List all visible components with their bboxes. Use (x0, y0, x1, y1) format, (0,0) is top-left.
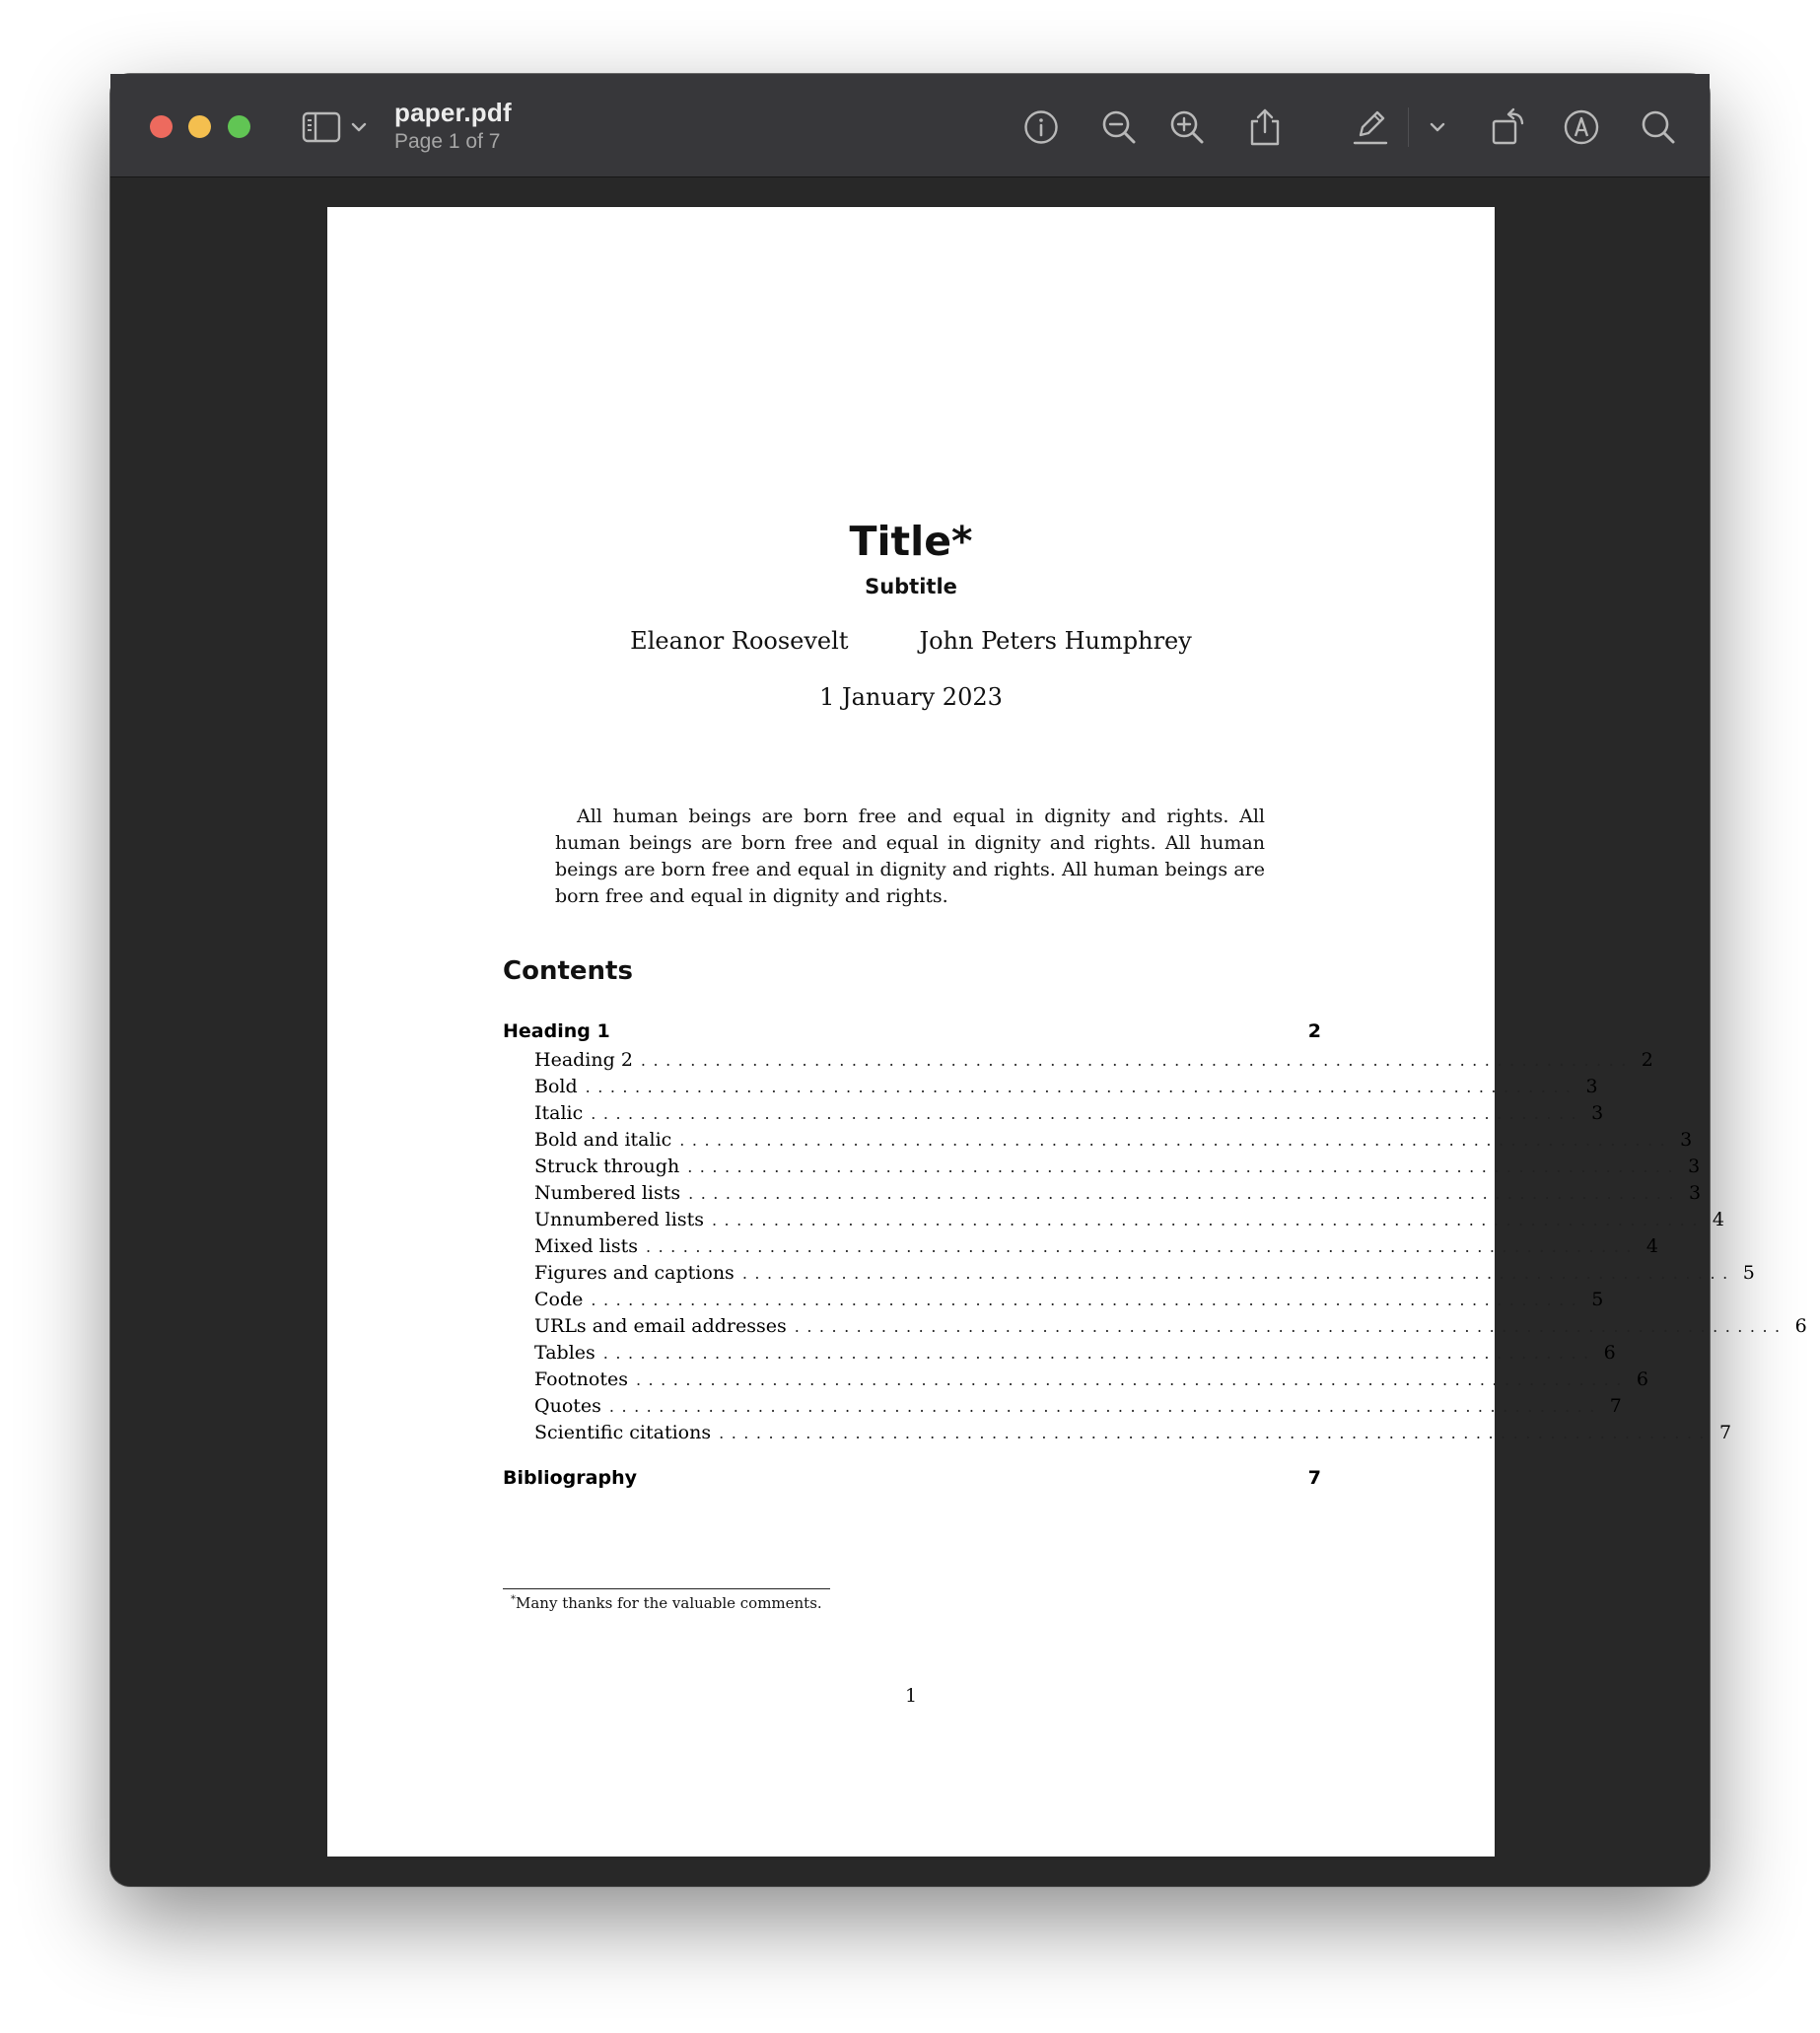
toc-page-number: 4 (1645, 1235, 1658, 1257)
toc-subsection-entry[interactable] (503, 1129, 1693, 1156)
toc-leader-dots: ................................................................................ (591, 1291, 1584, 1309)
toc-subsection-entry[interactable] (503, 1395, 1622, 1422)
toc-subsection-entry[interactable] (503, 1315, 1807, 1342)
toc-entry-label: Bibliography (503, 1467, 637, 1489)
toc-leader-dots: ................................................................................ (679, 1131, 1673, 1150)
footnote-mark: * (511, 1594, 516, 1605)
zoom-in-icon[interactable] (1165, 105, 1209, 149)
pdf-viewer-window (110, 74, 1807, 1886)
chevron-down-icon[interactable] (347, 105, 371, 149)
toc-entry-label: Tables (534, 1342, 595, 1364)
contents-heading: Contents (503, 956, 633, 986)
author-list (327, 627, 1495, 655)
paper-subtitle: Subtitle (865, 575, 957, 598)
toc-subsection-entry[interactable] (503, 1368, 1648, 1395)
minimize-window-button[interactable] (188, 115, 211, 138)
toc-section-entry[interactable] (503, 1467, 1321, 1496)
toc-page-number: 6 (1636, 1368, 1648, 1390)
toc-page-number: 2 (1641, 1049, 1653, 1071)
chevron-down-icon[interactable] (1426, 105, 1449, 149)
toc-leader-dots: ................................................................................ (640, 1051, 1634, 1070)
toolbar (110, 74, 1710, 177)
toolbar-separator (1408, 107, 1409, 147)
toc-subsection-entry[interactable] (503, 1182, 1702, 1209)
paper-date: 1 January 2023 (819, 683, 1003, 711)
toc-entry-label: Numbered lists (534, 1182, 681, 1204)
document-title: paper.pdf (394, 98, 512, 127)
share-icon[interactable] (1243, 105, 1287, 149)
toc-page-number: 3 (1585, 1076, 1598, 1097)
toc-entry-label: Figures and captions (534, 1262, 735, 1284)
toc-leader-dots: ................................................................................ (645, 1237, 1639, 1256)
toc-leader-dots: ................................................................................ (591, 1104, 1584, 1123)
abstract: All human beings are born free and equal in dignity and rights. All human beings are born free and equal in dignity and rights. All human beings are born free and equal in dignity and rights. All human beings are born free and equal in dignity and rights. (555, 806, 1265, 907)
toc-leader-dots: ................................................................................ (741, 1264, 1735, 1283)
toc-subsection-entry[interactable] (503, 1156, 1701, 1182)
toc-page-number: 2 (1307, 1020, 1321, 1042)
table-of-contents (503, 1020, 1807, 1496)
info-icon[interactable] (1019, 105, 1063, 149)
fullscreen-window-button[interactable] (228, 115, 250, 138)
toc-page-number: 3 (1688, 1156, 1701, 1177)
toc-subsection-entry[interactable] (503, 1076, 1598, 1102)
markup-pen-icon[interactable] (1349, 105, 1392, 149)
author-name: John Peters Humphrey (919, 627, 1192, 655)
toc-leader-dots: ................................................................................ (585, 1078, 1578, 1096)
toc-page-number: 6 (1603, 1342, 1616, 1364)
toc-entry-label: Footnotes (534, 1368, 628, 1390)
toc-leader-dots: ................................................................................ (635, 1370, 1629, 1389)
toc-leader-dots: ................................................................................ (688, 1184, 1681, 1203)
toc-subsection-entry[interactable] (503, 1342, 1616, 1368)
close-window-button[interactable] (150, 115, 173, 138)
toc-page-number: 7 (1307, 1467, 1321, 1489)
search-icon[interactable] (1637, 105, 1680, 149)
toc-section-entry[interactable] (503, 1020, 1321, 1049)
toc-leader-dots: ................................................................................ (794, 1317, 1787, 1336)
page-indicator: Page 1 of 7 (394, 130, 501, 153)
toc-page-number: 7 (1718, 1422, 1732, 1443)
toc-page-number: 3 (1680, 1129, 1693, 1151)
toc-leader-dots: ................................................................................ (711, 1211, 1705, 1229)
sidebar-toggle-icon[interactable] (300, 105, 343, 149)
pdf-page (327, 207, 1807, 1857)
toc-page-number: 3 (1688, 1182, 1702, 1204)
toc-leader-dots: ................................................................................ (602, 1344, 1596, 1363)
toc-entry-label: Mixed lists (534, 1235, 638, 1257)
toc-entry-label: Scientific citations (534, 1422, 712, 1443)
toc-page-number: 5 (1742, 1262, 1755, 1284)
toc-entry-label: URLs and email addresses (534, 1315, 787, 1337)
toc-entry-label: Heading 2 (534, 1049, 633, 1071)
footnote-text: Many thanks for the valuable comments. (516, 1594, 822, 1612)
toc-entry-label: Code (534, 1289, 584, 1310)
toc-page-number: 3 (1591, 1102, 1604, 1124)
toc-subsection-entry[interactable] (503, 1422, 1732, 1448)
toc-subsection-entry[interactable] (503, 1289, 1604, 1315)
toc-entry-label: Quotes (534, 1395, 601, 1417)
toc-entry-label: Unnumbered lists (534, 1209, 704, 1230)
toc-leader-dots: ................................................................................ (687, 1157, 1681, 1176)
author-name: Eleanor Roosevelt (630, 627, 849, 655)
toc-page-number: 7 (1609, 1395, 1622, 1417)
toc-page-number: 4 (1712, 1209, 1724, 1230)
toc-subsection-entry[interactable] (503, 1102, 1604, 1129)
toc-page-number: 6 (1794, 1315, 1807, 1337)
toc-subsection-entry[interactable] (503, 1235, 1658, 1262)
toc-entry-label: Bold (534, 1076, 578, 1097)
page-number: 1 (904, 1685, 918, 1707)
footnote-rule (503, 1588, 830, 1589)
annotate-icon[interactable] (1560, 105, 1603, 149)
toc-entry-label: Italic (534, 1102, 584, 1124)
toc-entry-label: Struck through (534, 1156, 680, 1177)
toc-entry-label: Bold and italic (534, 1129, 672, 1151)
toc-subsection-entry[interactable] (503, 1049, 1653, 1076)
zoom-out-icon[interactable] (1097, 105, 1141, 149)
footnote (511, 1594, 822, 1612)
toc-subsection-entry[interactable] (503, 1262, 1755, 1289)
paper-title: Title* (849, 518, 973, 565)
toc-leader-dots: ................................................................................ (608, 1397, 1602, 1416)
toc-leader-dots: ................................................................................ (719, 1424, 1712, 1442)
toc-subsection-entry[interactable] (503, 1209, 1724, 1235)
rotate-icon[interactable] (1488, 105, 1531, 149)
toc-page-number: 5 (1591, 1289, 1604, 1310)
toc-entry-label: Heading 1 (503, 1020, 610, 1042)
